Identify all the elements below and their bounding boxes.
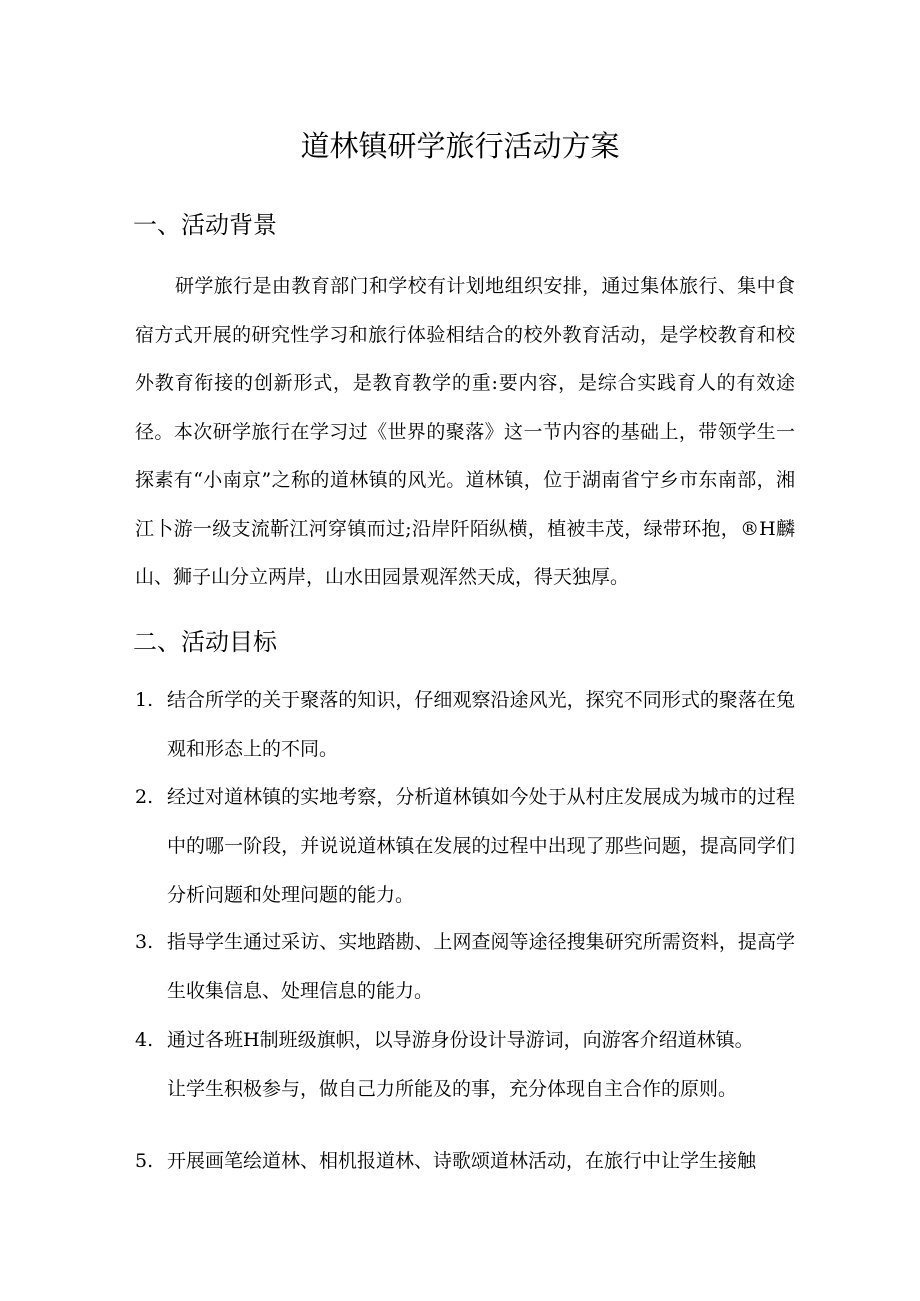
goal-item-4-continuation xyxy=(135,1065,795,1114)
goal-text: 经过对道林镇的实地考察，分析道林镇如今处于从村庄发展成为城市的过程中的哪一阶段，并说说道林镇在发展的过程中出现了那些问题，提高同学们分析问题和处理问题的能力。 xyxy=(167,786,795,906)
goal-text-continuation: 让学生积极参与，做自己力所能及的事，充分体现自主合作的原则。 xyxy=(167,1078,738,1100)
goal-item-5 xyxy=(135,1137,795,1186)
goal-number: 1. xyxy=(135,689,154,711)
goal-item-1 xyxy=(135,676,795,774)
goal-item-2 xyxy=(135,773,795,920)
section-heading-background: 一、活动背景 xyxy=(133,211,277,239)
background-paragraph: 研学旅行是由教育部门和学校有计划地组织安排，通过集体旅行、集中食宿方式开展的研究性学习和旅行体验相结合的校外教育活动，是学校教育和校外教育衔接的创新形式，是教育教学的重:要内容，是综合实践育人的有效途径。本次研学旅行在学习过《世界的聚落》这一节内容的基础上，带领学生一探素有“小南京”之称的道林镇的风光。道林镇，位于湖南省宁乡市东南部，湘江卜游一级支流靳江河穿镇而过;沿岸阡陌纵横，植被丰茂，绿带环抱，®H麟山、狮子山分立两岸，山水田园景观浑然天成，得天独厚。 xyxy=(135,275,795,588)
goal-number: 3. xyxy=(135,931,154,953)
goal-text: 开展画笔绘道林、相机报道林、诗歌颂道林活动，在旅行中让学生接触 xyxy=(167,1150,757,1172)
goal-number: 4. xyxy=(135,1029,154,1051)
goal-number: 5. xyxy=(135,1150,154,1172)
goal-text: 结合所学的关于聚落的知识，仔细观察沿途风光，探究不同形式的聚落在兔观和形态上的不同。 xyxy=(167,689,795,760)
section-heading-goals: 二、活动目标 xyxy=(133,628,277,656)
goal-number: 2. xyxy=(135,786,154,808)
document-title: 道林镇研学旅行活动方案 xyxy=(300,129,620,163)
goal-item-4 xyxy=(135,1016,795,1065)
goal-text: 通过各班H制班级旗帜，以导游身份设计导游词，向游客介绍道林镇。 xyxy=(167,1029,754,1051)
goal-text: 指导学生通过采访、实地踏勘、上网查阅等途径搜集研究所需资料，提高学生收集信息、处理信息的能力。 xyxy=(167,931,795,1002)
goal-item-3 xyxy=(135,918,795,1016)
